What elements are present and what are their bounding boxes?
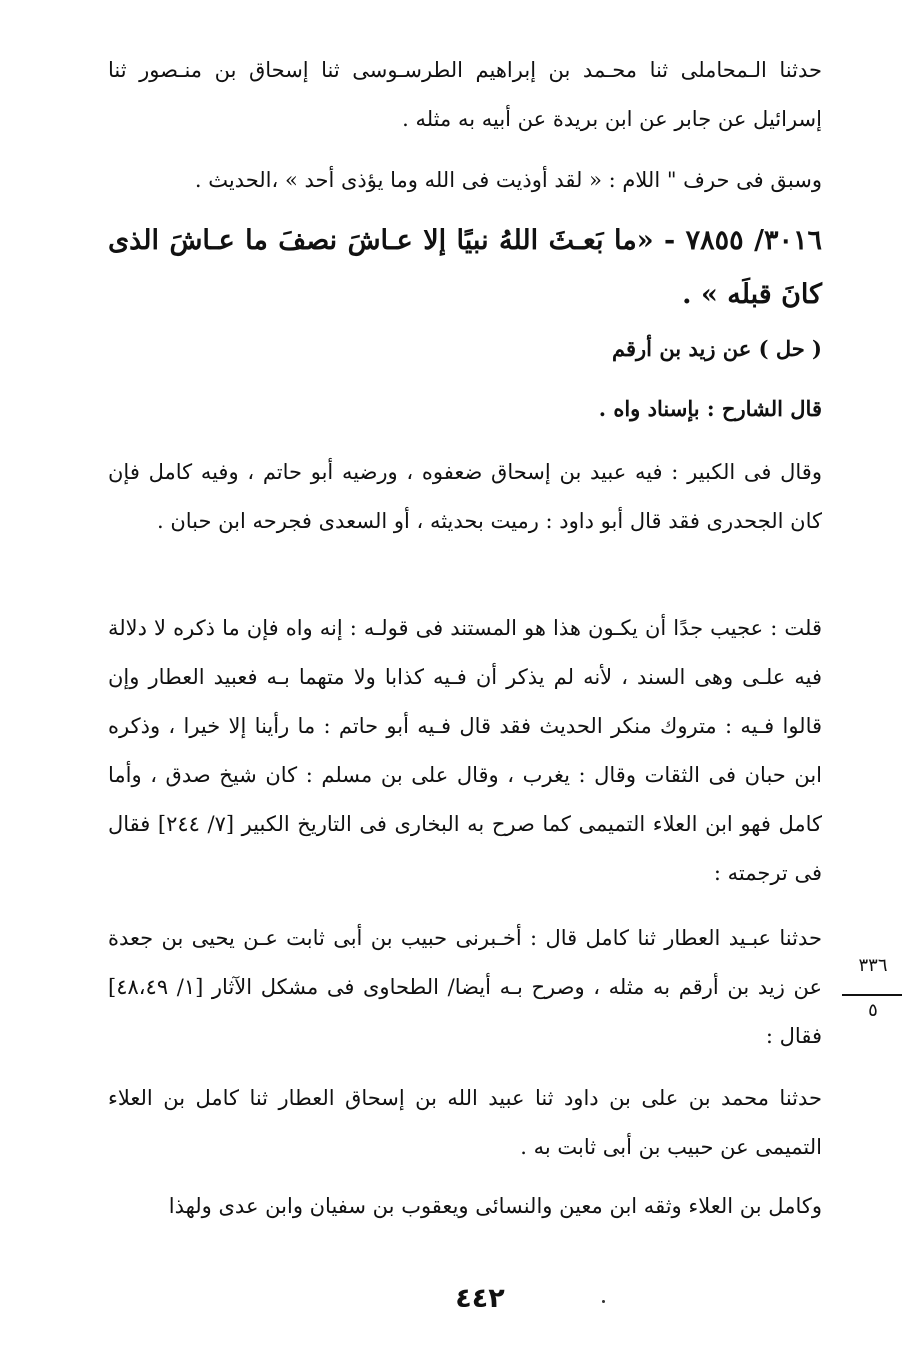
page-number: ٤٤٢ — [455, 1283, 505, 1314]
paragraph-qultu: قلت : عجيب جدًا أن يكـون هذا هو المستند فى قولـه : إنه واه فإن ما ذكره لا دلالة فيه علـى وهى السند ، لأنه لم يذكر أن فـيه كذابا ولا متهما بـه فعبيد العطار وإن قالوا فـيه : متروك منكر الحديث فقد قال فـيه أبو حاتم : ما رأينا إلا خيرا ، وذكره ابن حبان فى الثقات وقال : يغرب ، وقال على بن مسلم : كان شيخ صدق ، وأما كامل فهو ابن العلاء التميمى كما صرح به البخارى فى التاريخ الكبير [٧/ ٢٤٤] فقال فى ترجمته : — [108, 616, 822, 885]
margin-reference-sub: ٥ — [868, 1000, 878, 1021]
paragraph-tahawi-chain: حدثنا محمد بن على بن داود ثنا عبيد الله بن إسحاق العطار ثنا كامل بن العلاء التميمى عن حبيب بن أبى ثابت به . — [108, 1086, 822, 1159]
paragraph-kamil-tawthiq: وكامل بن العلاء وثقه ابن معين والنسائى ويعقوب بن سفيان وابن عدى ولهذا — [168, 1194, 822, 1218]
stray-dot — [602, 1300, 605, 1303]
paragraph-bukhari-chain: حدثنا عبـيد العطار ثنا كامل قال : أخـبرنى حبيب بن أبى ثابت عـن يحيى بن جعدة عن زيد بن أرقم به مثله ، وصرح بـه أيضا/ الطحاوى فى مشكل الآثار [١/ ٤٨،٤٩] فقال : — [108, 926, 822, 1048]
margin-divider — [842, 994, 902, 996]
hadith-source: ( حل ) عن زيد بن أرقم — [612, 336, 822, 361]
paragraph-cross-reference: وسبق فى حرف " اللام : « لقد أوذيت فى الله وما يؤذى أحد » ،الحديث . — [194, 168, 822, 192]
margin-reference-number: ٣٣٦ — [858, 955, 888, 976]
commentator-statement: قال الشارح : بإسناد واه . — [598, 396, 822, 421]
paragraph-al-kabir: وقال فى الكبير : فيه عبيد بن إسحاق ضعفوه ، ورضيه أبو حاتم ، وفيه كامل فإن كان الجحدرى فقد قال أبو داود : رميت بحديثه ، أو السعدى فجرحه ابن حبان . — [108, 460, 822, 533]
hadith-text: ٣٠١٦/ ٧٨٥٥ - «ما بَعـثَ اللهُ نبيًا إلا عـاشَ نصفَ ما عـاشَ الذى كانَ قبلَه » . — [108, 225, 822, 310]
paragraph-chain-of-narration: حدثنا الـمحاملى ثنا محـمد بن إبراهيم الطرسـوسى ثنا إسحاق بن منـصور ثنا إسرائيل عن جابر عن ابن بريدة عن أبيه به مثله . — [108, 58, 822, 131]
